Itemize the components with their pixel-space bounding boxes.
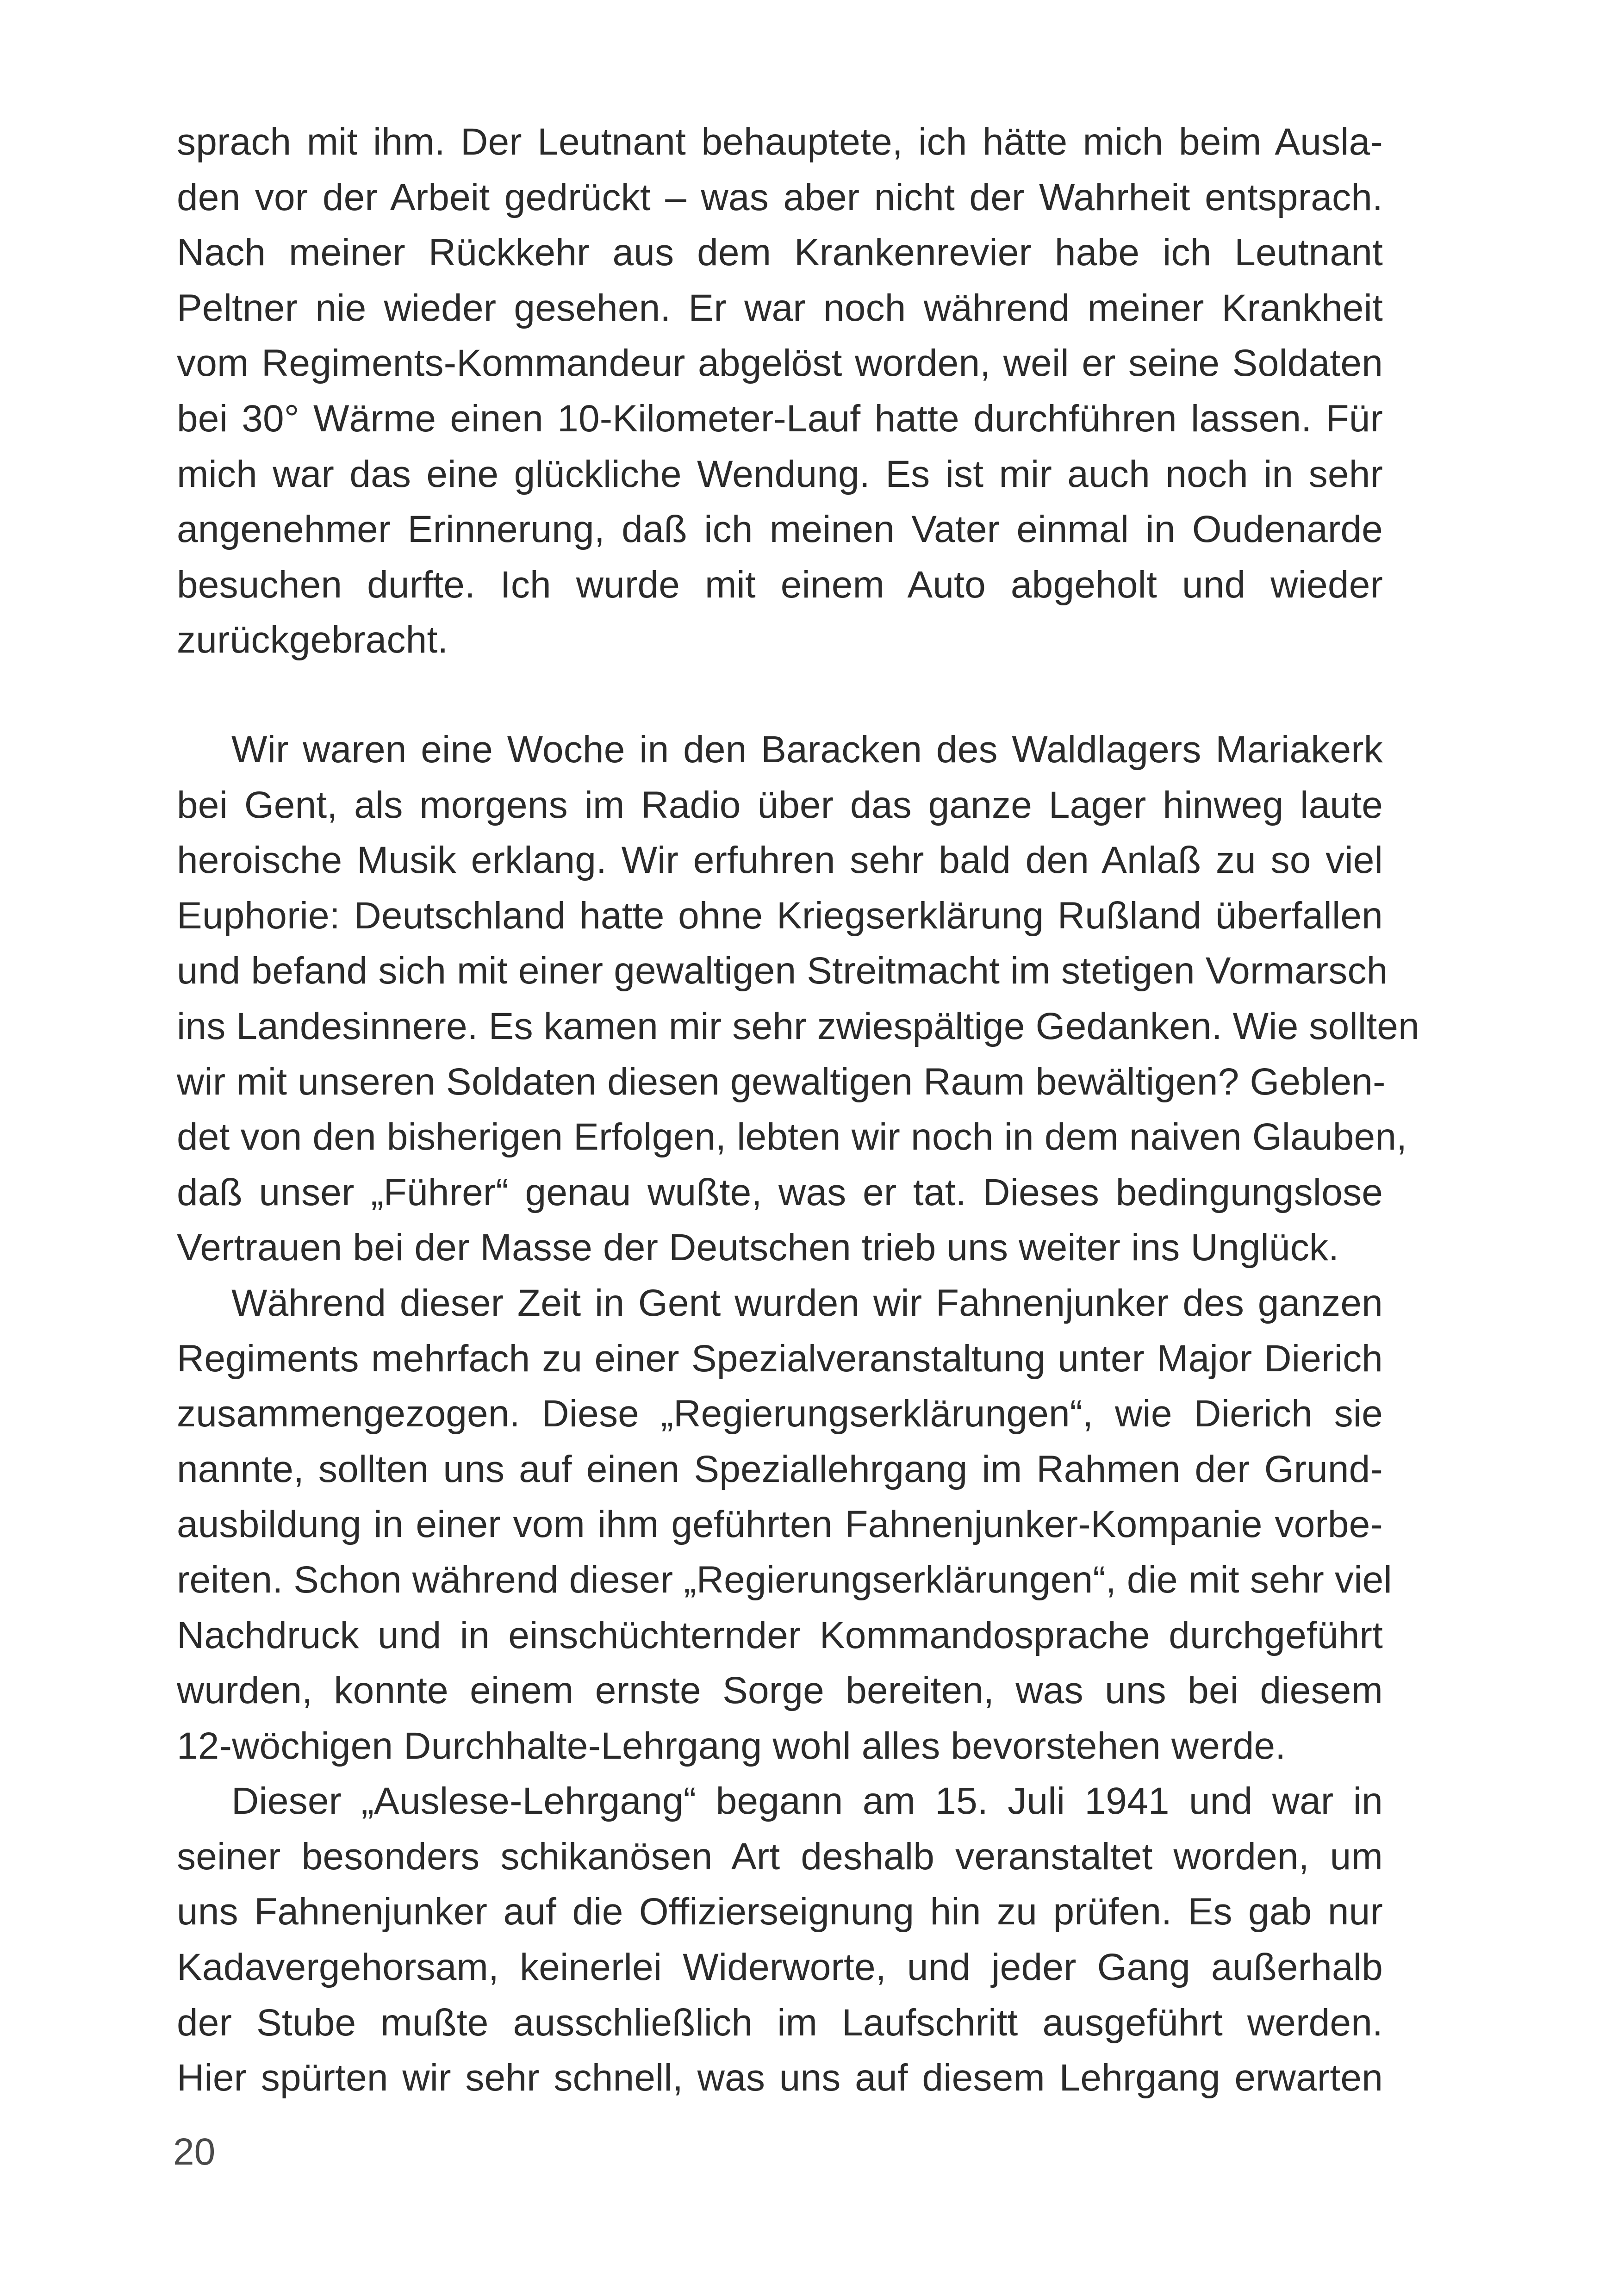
page-number: 20 xyxy=(173,2131,216,2173)
text-line: Wir waren eine Woche in den Baracken des Waldlagers Mariakerk xyxy=(231,728,1383,771)
text-line: Euphorie: Deutschland hatte ohne Kriegserklärung Rußland überfallen xyxy=(177,894,1383,937)
text-line: ins Landesinnere. Es kamen mir sehr zwiespältige Gedanken. Wie sollten xyxy=(177,1005,1419,1047)
text-line: seiner besonders schikanösen Art deshalb veranstaltet worden, um xyxy=(177,1835,1383,1878)
text-line: der Stube mußte ausschließlich im Laufschritt ausgeführt werden. xyxy=(177,2001,1383,2044)
text-line: uns Fahnenjunker auf die Offizierseignung hin zu prüfen. Es gab nur xyxy=(177,1891,1383,1933)
text-line: mich war das eine glückliche Wendung. Es ist mir auch noch in sehr xyxy=(177,453,1383,495)
text-line: und befand sich mit einer gewaltigen Streitmacht im stetigen Vormarsch xyxy=(177,950,1388,992)
text-line: Nachdruck und in einschüchternder Kommandosprache durchgeführt xyxy=(177,1614,1383,1656)
text-line: vom Regiments-Kommandeur abgelöst worden, weil er seine Soldaten xyxy=(177,342,1383,385)
text-line: zurückgebracht. xyxy=(177,619,448,661)
text-line: bei 30° Wärme einen 10-Kilometer-Lauf hatte durchführen lassen. Für xyxy=(177,397,1383,440)
text-line: bei Gent, als morgens im Radio über das ganze Lager hinweg laute xyxy=(177,784,1383,826)
text-line: Während dieser Zeit in Gent wurden wir Fahnenjunker des ganzen xyxy=(231,1282,1383,1324)
text-line: Regiments mehrfach zu einer Spezialveranstaltung unter Major Dierich xyxy=(177,1337,1383,1380)
text-line: angenehmer Erinnerung, daß ich meinen Vater einmal in Oudenarde xyxy=(177,508,1383,551)
text-line: Dieser „Auslese-Lehrgang“ begann am 15. Juli 1941 und war in xyxy=(231,1780,1383,1823)
text-line: daß unser „Führer“ genau wußte, was er tat. Dieses bedingungslose xyxy=(177,1171,1383,1213)
text-line: sprach mit ihm. Der Leutnant behauptete, ich hätte mich beim Ausla- xyxy=(177,121,1383,163)
text-line: wir mit unseren Soldaten diesen gewaltigen Raum bewältigen? Geblen- xyxy=(177,1060,1386,1103)
text-line: zusammengezogen. Diese „Regierungserklärungen“, wie Dierich sie xyxy=(177,1393,1383,1435)
text-line: wurden, konnte einem ernste Sorge bereiten, was uns bei diesem xyxy=(177,1669,1383,1712)
text-line: besuchen durfte. Ich wurde mit einem Auto abgeholt und wieder xyxy=(177,563,1383,606)
text-line: Vertrauen bei der Masse der Deutschen trieb uns weiter ins Unglück. xyxy=(177,1226,1339,1269)
text-line: reiten. Schon während dieser „Regierungserklärungen“, die mit sehr viel xyxy=(177,1558,1392,1601)
text-line: heroische Musik erklang. Wir erfuhren sehr bald den Anlaß zu so viel xyxy=(177,839,1383,882)
text-line: Kadavergehorsam, keinerlei Widerworte, und jeder Gang außerhalb xyxy=(177,1946,1383,1989)
text-line: Peltner nie wieder gesehen. Er war noch während meiner Krankheit xyxy=(177,286,1383,329)
text-line: Hier spürten wir sehr schnell, was uns auf diesem Lehrgang erwarten xyxy=(177,2057,1383,2099)
text-line: ausbildung in einer vom ihm geführten Fahnenjunker-Kompanie vorbe- xyxy=(177,1503,1383,1546)
text-line: det von den bisherigen Erfolgen, lebten wir noch in dem naiven Glauben, xyxy=(177,1116,1407,1158)
text-line: den vor der Arbeit gedrückt – was aber nicht der Wahrheit entsprach. xyxy=(177,176,1383,218)
paragraph-continuation xyxy=(177,114,1383,668)
text-line: Nach meiner Rückkehr aus dem Krankenrevier habe ich Leutnant xyxy=(177,231,1383,274)
paragraph-section xyxy=(177,722,1419,2106)
text-line: nannte, sollten uns auf einen Speziallehrgang im Rahmen der Grund- xyxy=(177,1448,1383,1490)
text-line: 12-wöchigen Durchhalte-Lehrgang wohl alles bevorstehen werde. xyxy=(177,1724,1286,1767)
